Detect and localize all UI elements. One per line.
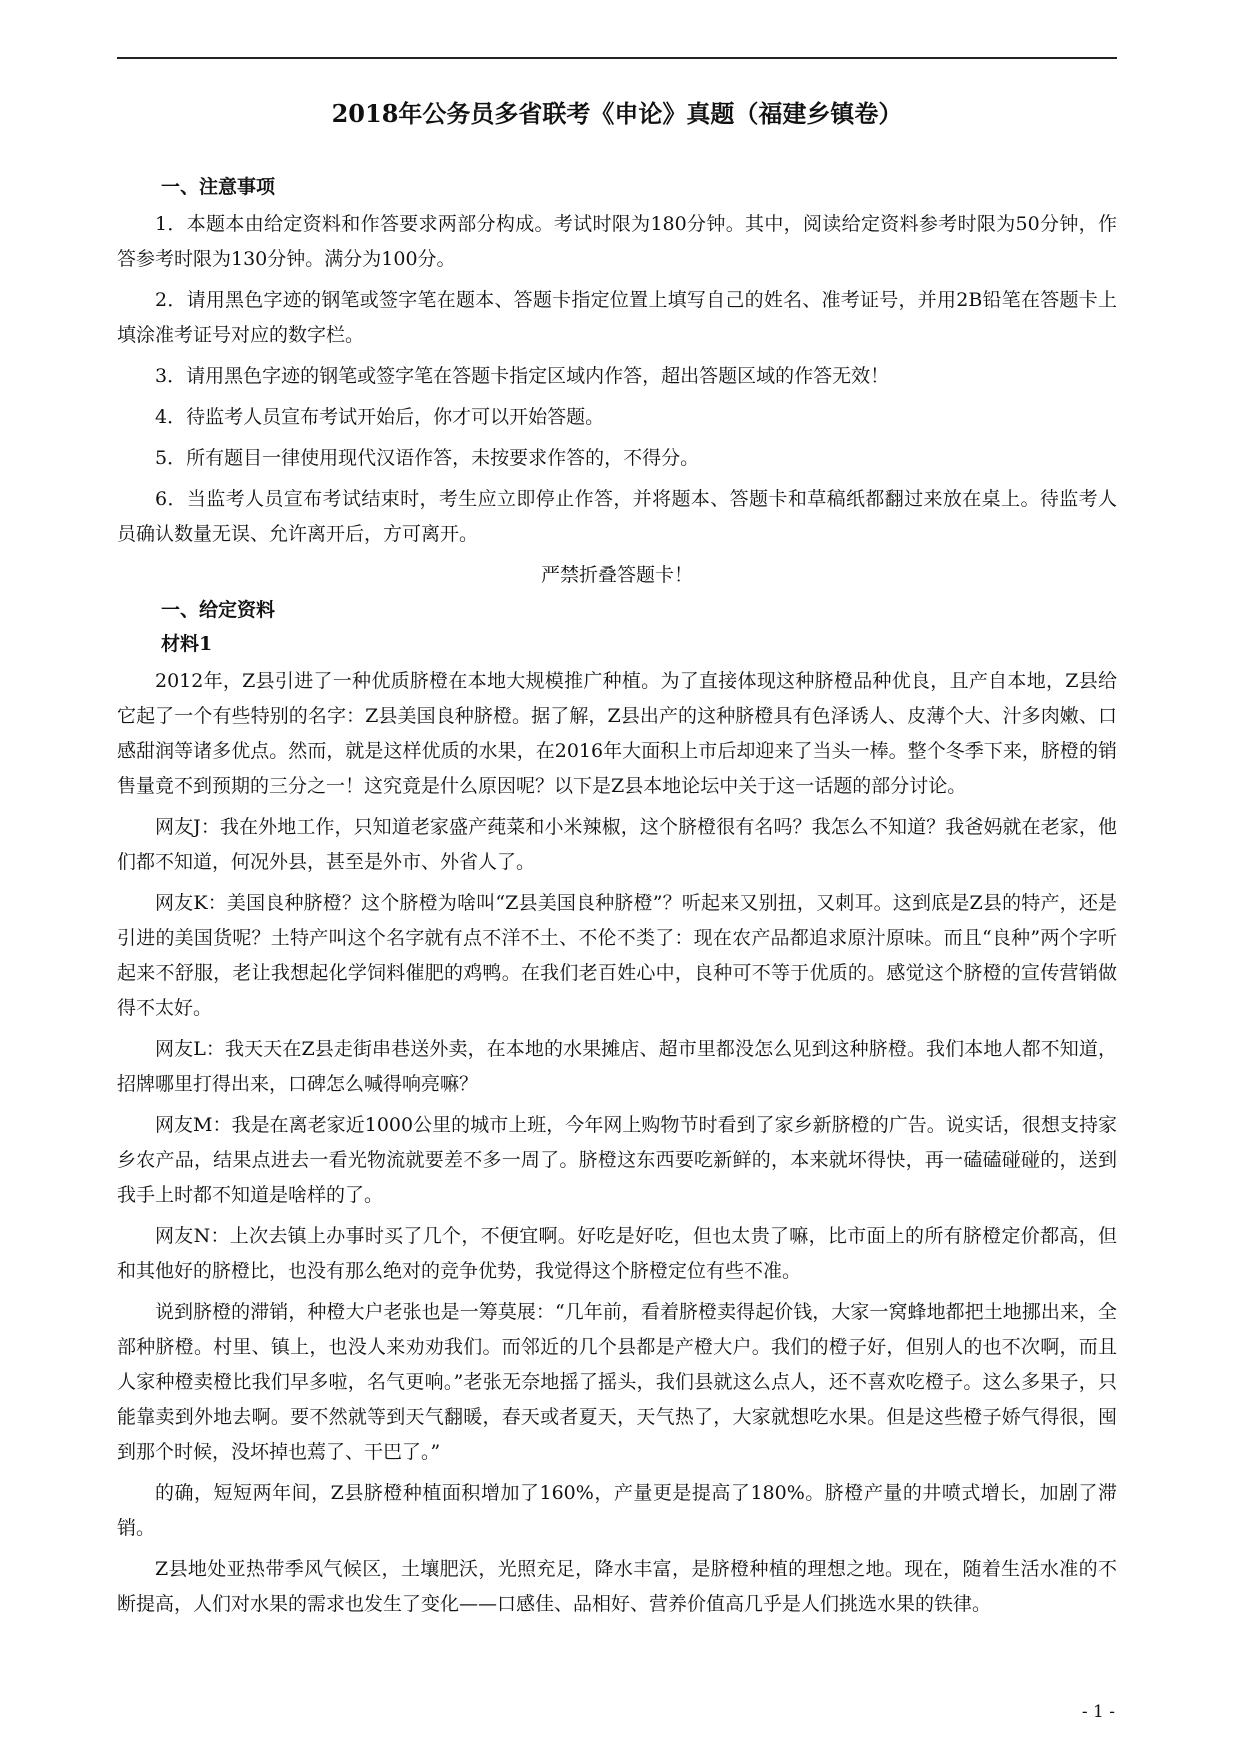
notice-item: 3．请用黑色字迹的钢笔或签字笔在答题卡指定区域内作答，超出答题区域的作答无效！: [155, 365, 890, 387]
notice-item: 2．请用黑色字迹的钢笔或签字笔在题本、答题卡指定位置上填写自己的姓名、准考证号，并用2B铅笔在答题卡上填涂准考证号对应的数字栏。: [117, 289, 1117, 346]
notice-item: 4．待监考人员宣布考试开始后，你才可以开始答题。: [155, 406, 605, 428]
notice-item: 5．所有题目一律使用现代汉语作答，未按要求作答的，不得分。: [155, 447, 700, 469]
material-paragraph: 网友N：上次去镇上办事时买了几个，不便宜啊。好吃是好吃，但也太贵了嘛，比市面上的所有脐橙定价都高，但和其他好的脐橙比，也没有那么绝对的竞争优势，我觉得这个脐橙定位有些不准。: [117, 1225, 1117, 1282]
page-number: - 1 -: [1081, 1702, 1115, 1722]
material-paragraph: 网友M：我是在离老家近1000公里的城市上班，今年网上购物节时看到了家乡新脐橙的广告。说实话，很想支持家乡农产品，结果点进去一看光物流就要差不多一周了。脐橙这东西要吃新鲜的，本来就坏得快，再一磕磕碰碰的，送到我手上时都不知道是啥样的了。: [117, 1114, 1117, 1206]
material-paragraph: 网友J：我在外地工作，只知道老家盛产莼菜和小米辣椒，这个脐橙很有名吗？我怎么不知道？我爸妈就在老家，他们都不知道，何况外县，甚至是外市、外省人了。: [117, 816, 1117, 873]
material-paragraph: 的确，短短两年间，Z县脐橙种植面积增加了160%，产量更是提高了180%。脐橙产量的井喷式增长，加剧了滞销。: [117, 1482, 1117, 1539]
material-paragraph: 网友L：我天天在Z县走街串巷送外卖，在本地的水果摊店、超市里都没怎么见到这种脐橙。我们本地人都不知道，招牌哪里打得出来，口碑怎么喊得响亮嘛？: [117, 1038, 1117, 1095]
material-1-heading: 材料1: [161, 633, 213, 655]
header-rule: [117, 57, 1117, 59]
material-paragraph: 网友K：美国良种脐橙？这个脐橙为啥叫“Z县美国良种脐橙”？听起来又别扭，又刺耳。这到底是Z县的特产，还是引进的美国货呢？土特产叫这个名字就有点不洋不土、不伦不类了：现在农产品都追求原汁原味。而且“良种”两个字听起来不舒服，老让我想起化学饲料催肥的鸡鸭。在我们老百姓心中，良种可不等于优质的。感觉这个脐橙的宣传营销做得不太好。: [117, 892, 1117, 1019]
material-paragraph: 说到脐橙的滞销，种橙大户老张也是一筹莫展：“几年前，看着脐橙卖得起价钱，大家一窝蜂地都把土地挪出来，全部种脐橙。村里、镇上，也没人来劝劝我们。而邻近的几个县都是产橙大户。我们的橙子好，但别人的也不次啊，而且人家种橙卖橙比我们早多啦，名气更响。”老张无奈地摇了摇头，我们县就这么点人，还不喜欢吃橙子。这么多果子，只能靠卖到外地去啊。要不然就等到天气翻暖，春天或者夏天，天气热了，大家就想吃水果。但是这些橙子娇气得很，囤到那个时候，没坏掉也蔫了、干巴了。”: [117, 1301, 1117, 1463]
notice-item: 1．本题本由给定资料和作答要求两部分构成。考试时限为180分钟。其中，阅读给定资料参考时限为50分钟，作答参考时限为130分钟。满分为100分。: [117, 213, 1117, 270]
notice-item: 6．当监考人员宣布考试结束时，考生应立即停止作答，并将题本、答题卡和草稿纸都翻过来放在桌上。待监考人员确认数量无误、允许离开后，方可离开。: [117, 488, 1117, 545]
materials-section-heading: 一、给定资料: [161, 599, 276, 621]
page-title: 2018年公务员多省联考《申论》真题（福建乡镇卷）: [331, 99, 903, 128]
material-paragraph: 2012年，Z县引进了一种优质脐橙在本地大规模推广种植。为了直接体现这种脐橙品种优良，且产自本地，Z县给它起了一个有些特别的名字：Z县美国良种脐橙。据了解，Z县出产的这种脐橙具有色泽诱人、皮薄个大、汁多肉嫩、口感甜润等诸多优点。然而，就是这样优质的水果，在2016年大面积上市后却迎来了当头一棒。整个冬季下来，脐橙的销售量竟不到预期的三分之一！这究竟是什么原因呢？以下是Z县本地论坛中关于这一话题的部分讨论。: [117, 670, 1117, 797]
notice-section-heading: 一、注意事项: [161, 176, 276, 198]
material-paragraph: Z县地处亚热带季风气候区，土壤肥沃，光照充足，降水丰富，是脐橙种植的理想之地。现在，随着生活水准的不断提高，人们对水果的需求也发生了变化——口感佳、品相好、营养价值高几乎是人们挑选水果的铁律。: [117, 1558, 1117, 1615]
no-folding-warning: 严禁折叠答题卡！: [540, 564, 693, 586]
document-body: [117, 92, 1117, 1628]
